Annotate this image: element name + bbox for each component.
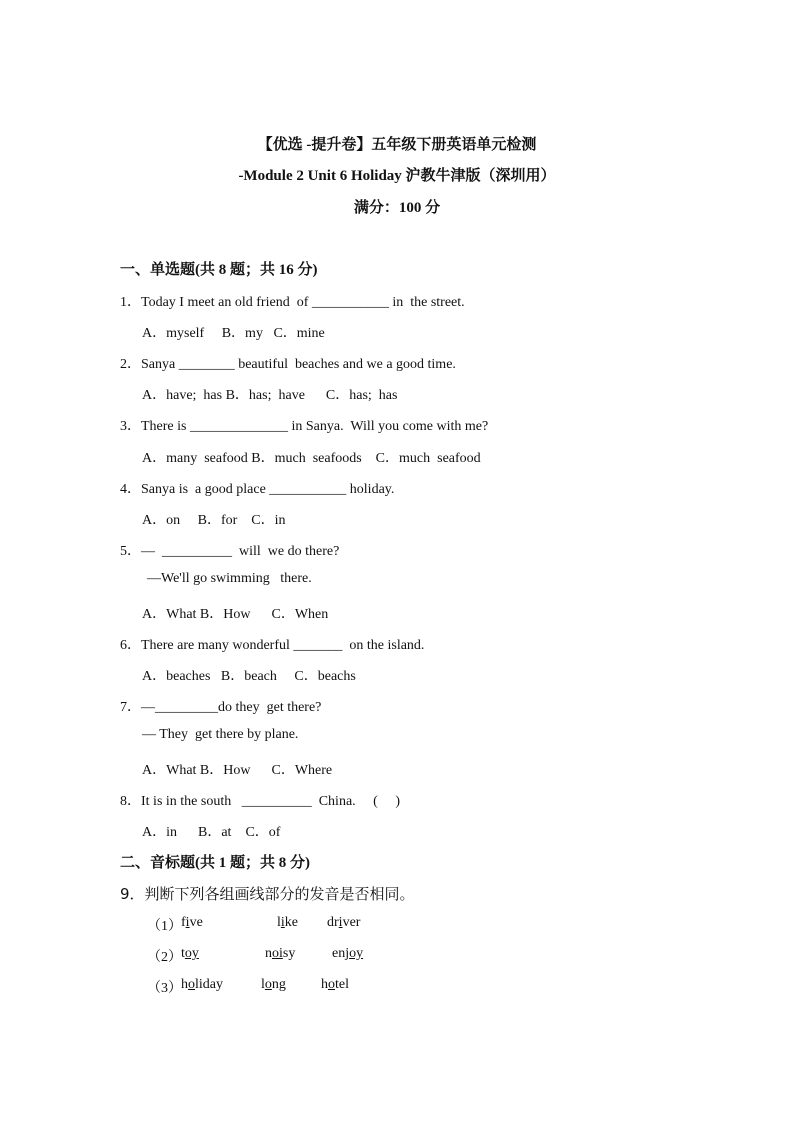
question-8: 8．It is in the south __________ China. ( ): [120, 794, 400, 809]
group-3-number: （3）: [147, 981, 182, 996]
question-8-options: A．in B．at C．of: [142, 825, 281, 840]
question-7: 7．—_________do they get there?: [120, 700, 322, 715]
group-3-word-3: hotel: [321, 977, 349, 992]
group-1-word-3: driver: [327, 915, 361, 930]
question-2-options: A．have; has B．has; have C．has; has: [142, 388, 398, 403]
group-2-word-3: enjoy: [332, 946, 364, 961]
question-5-reply: —We'll go swimming there.: [147, 571, 312, 586]
question-6-options: A．beaches B．beach C．beachs: [142, 669, 356, 684]
question-3: 3．There is ______________ in Sanya. Will you come with me?: [120, 419, 489, 434]
question-1: 1．Today I meet an old friend of ___________ in the street.: [120, 295, 465, 310]
question-5-options: A．What B．How C．When: [142, 607, 329, 622]
question-7-options: A．What B．How C．Where: [142, 763, 333, 778]
group-2-word-1: toy: [181, 946, 199, 961]
group-1-number: （1）: [147, 919, 182, 934]
group-2-number: （2）: [147, 950, 182, 965]
question-1-options: A．myself B．my C．mine: [142, 326, 325, 341]
section-heading-phonetics: 二、音标题(共 1 题；共 8 分): [120, 855, 310, 871]
document-title: 【优选 -提升卷】五年级下册英语单元检测: [257, 137, 537, 153]
question-7-reply: — They get there by plane.: [142, 727, 299, 742]
group-3-word-1: holiday: [181, 977, 223, 992]
question-6: 6．There are many wonderful _______ on the island.: [120, 638, 425, 653]
group-2-word-2: noisy: [265, 946, 296, 961]
question-4: 4．Sanya is a good place ___________ holiday.: [120, 482, 395, 497]
question-2: 2．Sanya ________ beautiful beaches and we a good time.: [120, 357, 456, 372]
group-1-word-2: like: [277, 915, 298, 930]
section-heading-single-choice: 一、单选题(共 8 题；共 16 分): [120, 262, 318, 278]
group-1-word-1: five: [181, 915, 203, 930]
question-9: 9．判断下列各组画线部分的发音是否相同。: [120, 885, 415, 903]
question-5: 5．— __________ will we do there?: [120, 544, 340, 559]
document-subtitle: -Module 2 Unit 6 Holiday 沪教牛津版（深圳用）: [238, 168, 556, 184]
full-score: 满分：100 分: [353, 200, 441, 216]
group-3-word-2: long: [261, 977, 286, 992]
question-4-options: A．on B．for C．in: [142, 513, 286, 528]
question-3-options: A．many seafood B．much seafoods C．much seafood: [142, 451, 481, 466]
